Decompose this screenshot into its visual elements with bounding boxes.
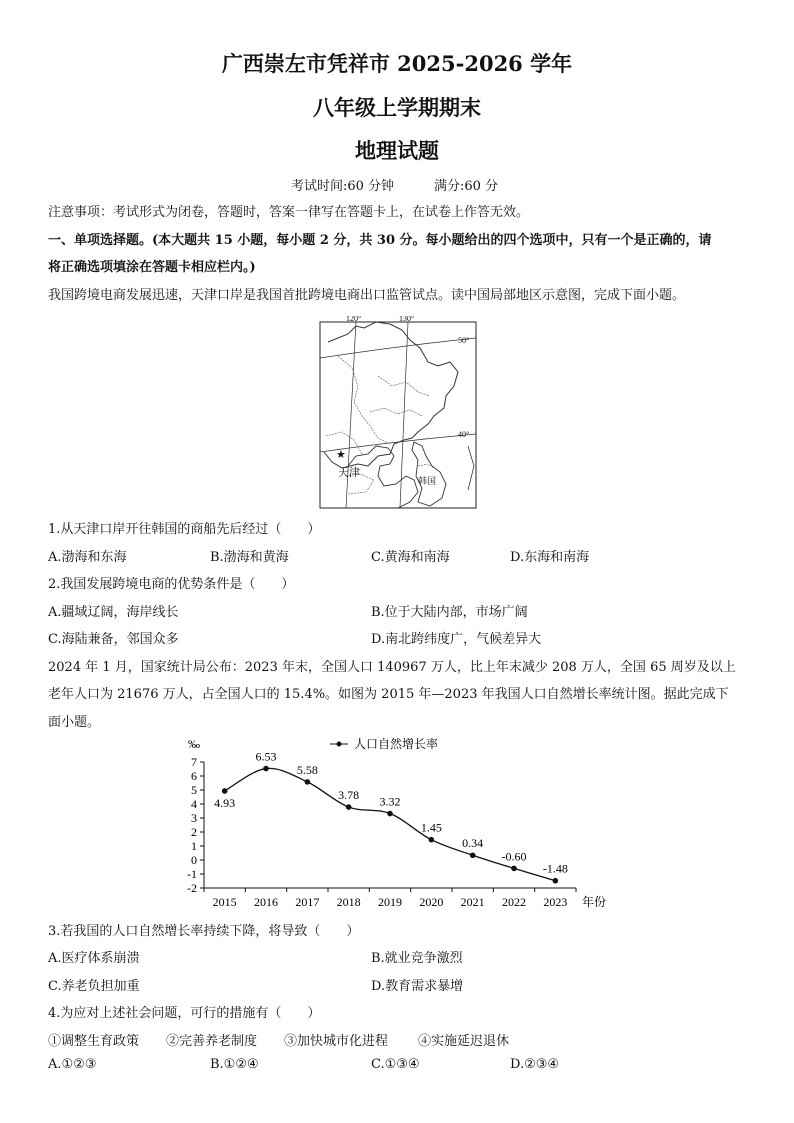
x-tick-label: 2019 — [378, 895, 402, 909]
data-point — [553, 878, 559, 884]
data-label: 1.45 — [420, 820, 442, 835]
q4-measure-2: ②完善养老制度 — [166, 1034, 258, 1049]
x-tick-label: 2018 — [336, 895, 361, 909]
q4-measure-1: ①调整生育政策 — [48, 1034, 140, 1049]
q4-option-b: B.①②④ — [210, 1057, 259, 1072]
y-tick-label: 7 — [191, 755, 197, 769]
x-tick-label: 2023 — [543, 895, 568, 909]
exam-title: 广西崇左市凭祥市 2025-2026 学年 — [221, 51, 573, 76]
exam-time: 考试时间:60 分钟 — [291, 179, 395, 194]
full-score: 满分:60 分 — [434, 179, 499, 194]
y-tick-label: -2 — [187, 881, 197, 895]
lon-label-120: 120° — [346, 316, 362, 323]
q4-measure-3: ③加快城市化进程 — [284, 1034, 389, 1049]
lon-label-130: 130° — [399, 316, 415, 323]
data-point — [429, 837, 435, 843]
intro-passage-2-line3: 面小题。 — [48, 715, 101, 730]
lat-label-50: 50° — [458, 336, 470, 345]
data-point — [387, 811, 393, 817]
intro-passage-1: 我国跨境电商发展迅速，天津口岸是我国首批跨境电商出口监管试点。读中国局部地区示意图，完成下面小题。 — [48, 288, 686, 303]
y-tick-label: 4 — [191, 797, 197, 811]
data-label: 0.34 — [462, 836, 484, 851]
section-heading-line1: 一、单项选择题。(本大题共 15 小题，每小题 2 分，共 30 分。每小题给出的四个选项中，只有一个是正确的，请 — [48, 233, 712, 248]
q4-stem: 4.为应对上述社会问题，可行的措施有（ ） — [48, 1006, 321, 1021]
q3-option-c: C.养老负担加重 — [48, 979, 140, 994]
q1-option-b: B.渤海和黄海 — [210, 550, 289, 565]
data-point — [263, 766, 269, 772]
tianjin-label: 天津 — [338, 467, 360, 479]
data-point — [305, 779, 311, 785]
data-point — [346, 804, 352, 810]
q1-option-d: D.东海和南海 — [510, 550, 590, 565]
q2-option-b: B.位于大陆内部，市场广阔 — [371, 605, 528, 620]
data-label: 4.93 — [214, 795, 236, 810]
legend-label: 人口自然增长率 — [354, 737, 439, 751]
intro-passage-2-line1: 2024 年 1 月，国家统计局公布：2023 年末，全国人口 140967 万人，比上年末减少 208 万人，全国 65 周岁及以上 — [48, 660, 736, 675]
x-tick-label: 2020 — [419, 895, 444, 909]
q3-option-a: A.医疗体系崩溃 — [48, 951, 140, 966]
q1-stem: 1.从天津口岸开往韩国的商船先后经过（ ） — [48, 522, 321, 537]
y-unit-label: ‰ — [188, 737, 200, 751]
data-label: 6.53 — [255, 749, 277, 764]
q3-stem: 3.若我国的人口自然增长率持续下降，将导致（ ） — [48, 924, 360, 939]
q3-option-d: D.教育需求暴增 — [371, 979, 464, 994]
intro-passage-2-line2: 老年人口为 21676 万人，占全国人口的 15.4%。如图为 2015 年—2023 年我国人口自然增长率统计图。据此完成下 — [48, 687, 729, 702]
x-tick-label: 2021 — [460, 895, 485, 909]
legend-marker — [337, 742, 342, 747]
q2-option-d: D.南北跨纬度广，气候差异大 — [371, 632, 542, 647]
q1-option-a: A.渤海和东海 — [48, 550, 127, 565]
data-point — [222, 788, 228, 794]
y-tick-label: 1 — [191, 839, 197, 853]
q1-option-c: C.黄海和南海 — [371, 550, 450, 565]
y-tick-label: 3 — [191, 811, 197, 825]
q4-option-c: C.①③④ — [371, 1057, 420, 1072]
china-region-map — [318, 316, 480, 510]
y-tick-label: 0 — [191, 853, 197, 867]
q2-option-c: C.海陆兼备，邻国众多 — [48, 632, 179, 647]
x-tick-label: 2017 — [295, 895, 320, 909]
data-label: 5.58 — [296, 762, 318, 777]
data-point — [511, 866, 517, 872]
q4-option-a: A.①②③ — [48, 1057, 97, 1072]
data-label: -1.48 — [542, 861, 568, 876]
data-label: 3.78 — [338, 788, 360, 803]
population-growth-chart — [180, 732, 620, 912]
q3-option-b: B.就业竞争激烈 — [371, 951, 463, 966]
data-point — [470, 852, 476, 858]
notice: 注意事项：考试形式为闭卷，答题时，答案一律写在答题卡上，在试卷上作答无效。 — [48, 205, 530, 220]
x-tick-label: 2016 — [254, 895, 278, 909]
exam-subject: 地理试题 — [355, 138, 439, 163]
y-tick-label: 2 — [191, 825, 197, 839]
q2-stem: 2.我国发展跨境电商的优势条件是（ ） — [48, 577, 295, 592]
q2-option-a: A.疆域辽阔，海岸线长 — [48, 605, 179, 620]
y-tick-label: 5 — [191, 783, 197, 797]
series-line — [225, 768, 556, 880]
y-tick-label: -1 — [187, 867, 197, 881]
exam-subtitle: 八年级上学期期末 — [313, 95, 481, 120]
x-tick-label: 2015 — [212, 895, 237, 909]
star-icon: ★ — [336, 449, 346, 461]
q4-option-d: D.②③④ — [510, 1057, 560, 1072]
q4-measure-4: ④实施延迟退休 — [418, 1034, 510, 1049]
korea-label: 韩国 — [418, 476, 437, 486]
x-tick-label: 2022 — [502, 895, 526, 909]
y-tick-label: 6 — [191, 769, 197, 783]
x-axis-title: 年份 — [582, 895, 607, 909]
data-label: -0.60 — [501, 849, 527, 864]
section-heading-line2: 将正确选项填涂在答题卡相应栏内。) — [48, 260, 256, 275]
data-label: 3.32 — [379, 794, 401, 809]
lat-label-40: 40° — [458, 430, 470, 439]
